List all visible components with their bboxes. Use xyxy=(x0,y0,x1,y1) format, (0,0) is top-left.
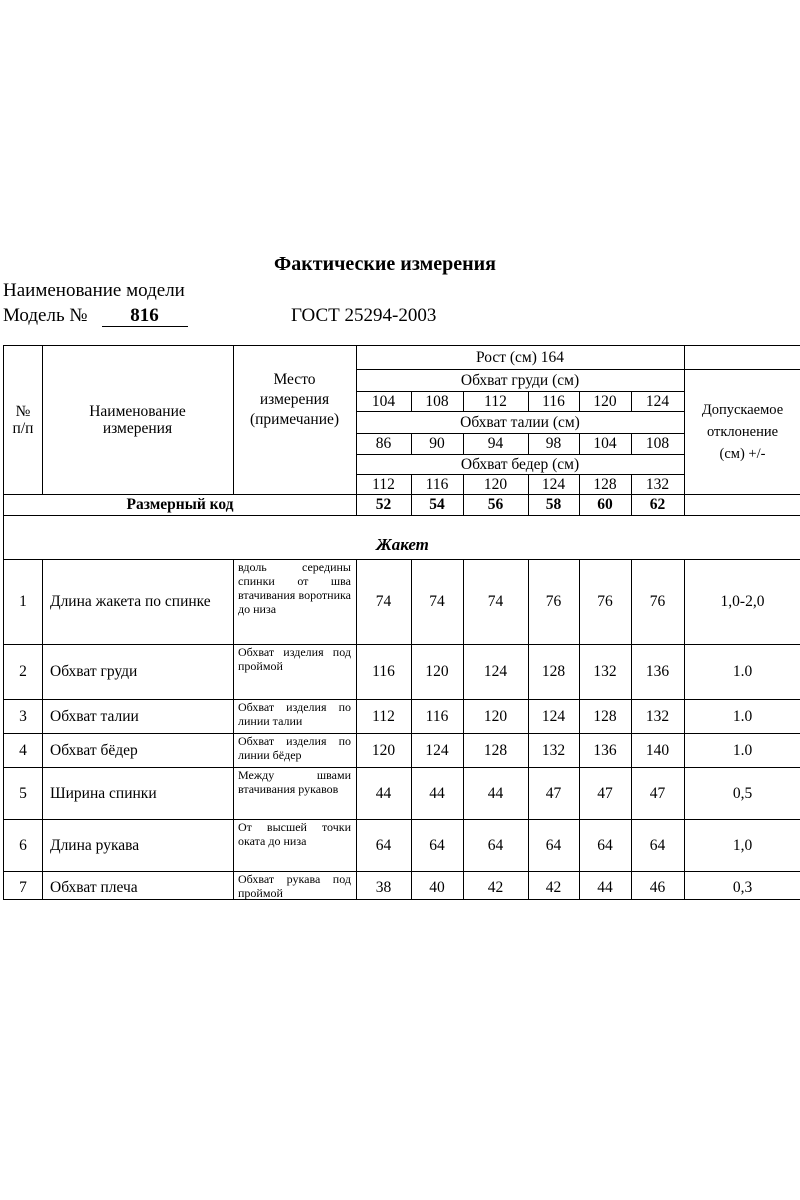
measurement-value: 42 xyxy=(487,878,504,896)
size-code: 52 xyxy=(375,496,392,513)
measurements-table xyxy=(3,345,800,900)
header-waist: Обхват талии (см) xyxy=(460,413,580,431)
hip-value: 132 xyxy=(645,475,670,493)
measurement-value: 120 xyxy=(371,741,396,759)
waist-value: 90 xyxy=(429,435,445,452)
measurement-value: 76 xyxy=(649,593,666,610)
measurement-place: От высшей точки оката до низа xyxy=(238,820,351,848)
hip-value: 124 xyxy=(541,475,566,493)
measurement-name: Длина жакета по спинке xyxy=(50,593,211,610)
hip-value: 112 xyxy=(372,475,395,493)
size-code: 54 xyxy=(429,496,445,513)
measurement-value: 132 xyxy=(541,741,566,759)
waist-value: 94 xyxy=(487,435,504,452)
model-number: 816 xyxy=(102,306,188,327)
header-chest: Обхват груди (см) xyxy=(460,371,580,389)
model-name-label: Наименование модели xyxy=(3,280,185,301)
size-code: 58 xyxy=(545,496,562,513)
section-title: Жакет xyxy=(376,534,429,554)
chest-value: 108 xyxy=(425,392,449,410)
header-height: Рост (см) 164 xyxy=(475,349,565,366)
measurement-value: 74 xyxy=(375,593,392,610)
row-number: 5 xyxy=(19,784,27,802)
row-number: 6 xyxy=(19,836,27,854)
measurement-value: 64 xyxy=(545,836,562,854)
measurement-name: Обхват бёдер xyxy=(50,741,138,759)
tolerance-value: 1,0-2,0 xyxy=(720,593,765,610)
measurement-value: 44 xyxy=(429,784,445,802)
tolerance-value: 1.0 xyxy=(732,741,753,759)
standard-label: ГОСТ 25294-2003 xyxy=(291,305,437,326)
measurement-value: 132 xyxy=(645,707,670,725)
measurement-place: Между швами втачивания рукавов xyxy=(238,768,351,796)
hip-value: 120 xyxy=(483,475,508,493)
tolerance-value: 0,5 xyxy=(732,784,753,802)
measurement-value: 132 xyxy=(593,663,617,680)
measurement-value: 38 xyxy=(375,878,392,896)
waist-value: 108 xyxy=(645,435,670,452)
chest-value: 112 xyxy=(484,392,507,410)
measurement-value: 128 xyxy=(483,741,508,759)
measurement-place: Обхват изделия по линии бёдер xyxy=(238,734,351,762)
measurement-value: 112 xyxy=(372,707,395,725)
measurement-value: 64 xyxy=(375,836,392,854)
row-number: 2 xyxy=(19,663,27,680)
measurement-name: Ширина спинки xyxy=(50,784,157,802)
tolerance-value: 1,0 xyxy=(732,836,753,854)
measurement-value: 47 xyxy=(649,784,666,802)
header-measurement-name: Наименование измерения xyxy=(89,403,186,437)
measurement-value: 124 xyxy=(425,741,449,759)
measurement-value: 74 xyxy=(429,593,445,610)
waist-value: 104 xyxy=(593,435,617,452)
measurement-value: 116 xyxy=(425,707,449,725)
measurement-value: 44 xyxy=(375,784,392,802)
measurement-value: 42 xyxy=(545,878,562,896)
measurement-value: 40 xyxy=(429,878,445,896)
measurement-value: 76 xyxy=(545,593,562,610)
header-number: № п/п xyxy=(12,403,34,437)
row-number: 4 xyxy=(19,741,27,759)
measurement-value: 136 xyxy=(593,741,617,759)
measurement-value: 120 xyxy=(483,707,508,725)
measurement-place: вдоль середины спинки от шва втачивания воротника до низа xyxy=(238,560,351,616)
size-code: 62 xyxy=(649,496,666,513)
measurement-name: Обхват талии xyxy=(50,707,139,725)
measurement-value: 64 xyxy=(487,836,504,854)
measurement-value: 64 xyxy=(429,836,445,854)
row-number: 3 xyxy=(19,707,27,725)
header-measurement-place: Место измерения (примечание) xyxy=(249,371,340,428)
measurement-value: 44 xyxy=(487,784,504,802)
chest-value: 120 xyxy=(593,392,617,410)
model-number-label: Модель № xyxy=(3,305,88,326)
measurement-value: 74 xyxy=(487,593,504,610)
measurement-value: 47 xyxy=(597,784,613,802)
measurement-value: 140 xyxy=(645,741,670,759)
tolerance-value: 1.0 xyxy=(732,663,753,680)
model-number-line xyxy=(3,305,188,327)
measurement-value: 120 xyxy=(425,663,449,680)
measurement-value: 44 xyxy=(597,878,613,896)
measurement-value: 64 xyxy=(597,836,613,854)
chest-value: 116 xyxy=(542,392,565,410)
measurement-place: Обхват изделия по линии талии xyxy=(238,700,351,728)
measurement-value: 116 xyxy=(372,663,395,680)
measurement-value: 124 xyxy=(483,663,508,680)
size-code-label: Размерный код xyxy=(126,496,234,513)
measurement-value: 128 xyxy=(593,707,617,725)
hip-value: 128 xyxy=(593,475,617,493)
measurement-place: Обхват изделия под проймой xyxy=(238,645,351,673)
row-number: 7 xyxy=(19,878,27,896)
measurement-place: Обхват рукава под проймой xyxy=(238,872,351,900)
size-code: 56 xyxy=(487,496,504,513)
tolerance-value: 0,3 xyxy=(732,878,753,896)
measurement-value: 76 xyxy=(597,593,613,610)
measurement-value: 64 xyxy=(649,836,666,854)
measurement-value: 47 xyxy=(545,784,562,802)
measurement-value: 128 xyxy=(541,663,566,680)
measurement-name: Длина рукава xyxy=(50,836,140,854)
tolerance-value: 1.0 xyxy=(732,707,753,725)
waist-value: 98 xyxy=(545,435,562,452)
chest-value: 124 xyxy=(645,392,670,410)
header-hip: Обхват бедер (см) xyxy=(460,455,580,473)
header-tolerance: Допускаемое отклонение (см) +/- xyxy=(701,401,784,462)
page-title: Фактические измерения xyxy=(274,253,496,275)
row-number: 1 xyxy=(19,593,27,610)
measurement-name: Обхват плеча xyxy=(50,878,138,896)
chest-value: 104 xyxy=(371,392,396,410)
waist-value: 86 xyxy=(375,435,392,452)
measurement-name: Обхват груди xyxy=(50,663,138,680)
hip-value: 116 xyxy=(425,475,449,493)
size-code: 60 xyxy=(597,496,613,513)
measurement-value: 46 xyxy=(649,878,666,896)
measurement-value: 136 xyxy=(645,663,670,680)
measurement-value: 124 xyxy=(541,707,566,725)
